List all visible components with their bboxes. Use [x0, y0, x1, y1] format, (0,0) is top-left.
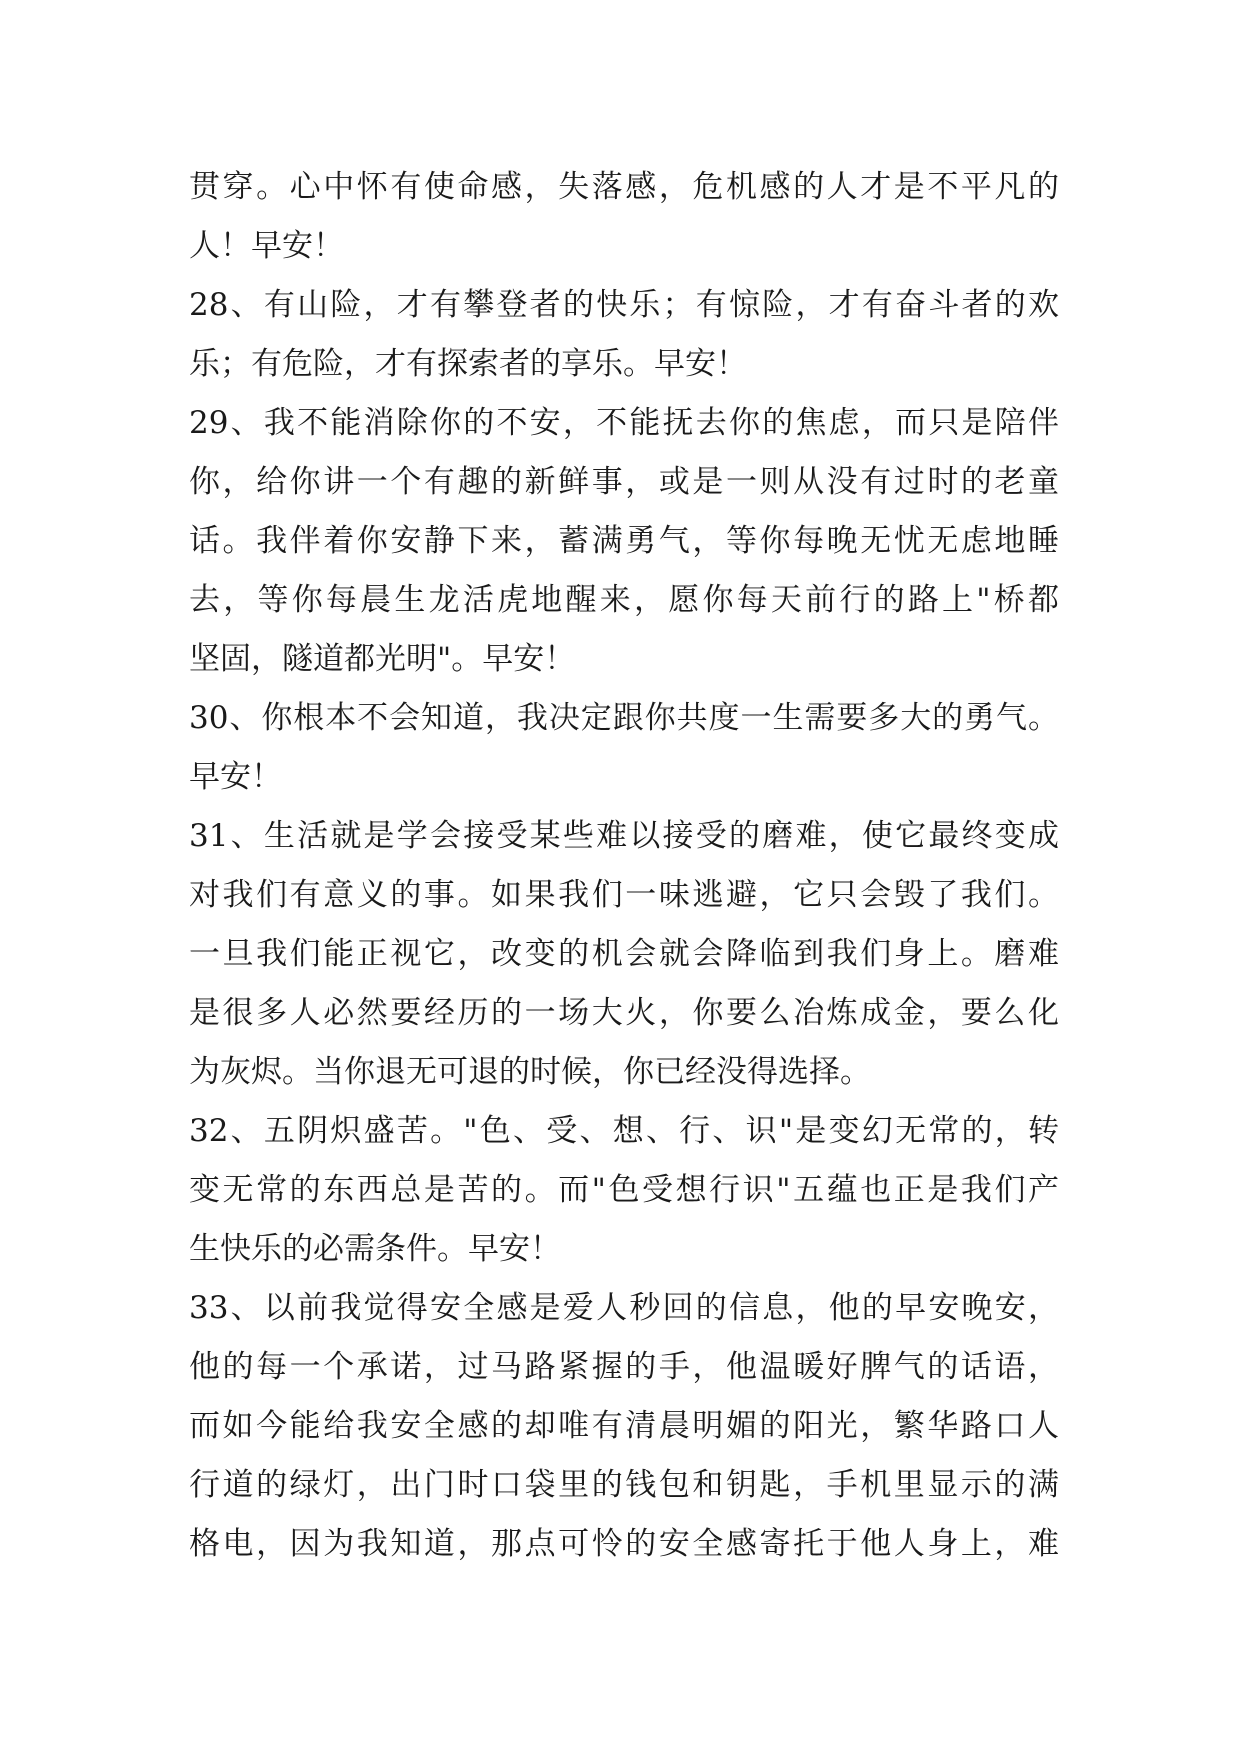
- paragraph: [189, 689, 1059, 807]
- text-line: 32、五阴炽盛苦。"色、受、想、行、识"是变幻无常的，转: [189, 1113, 1059, 1149]
- text-line: 你，给你讲一个有趣的新鲜事，或是一则从没有过时的老童: [189, 464, 1059, 500]
- text-line: 行道的绿灯，出门时口袋里的钱包和钥匙，手机里显示的满: [189, 1467, 1059, 1503]
- document-body: [189, 158, 1059, 1574]
- text-line: 早安！: [189, 759, 282, 795]
- text-line: 31、生活就是学会接受某些难以接受的磨难，使它最终变成: [189, 818, 1059, 854]
- text-line: 话。我伴着你安静下来，蓄满勇气，等你每晚无忧无虑地睡: [189, 523, 1059, 559]
- text-line: 他的每一个承诺，过马路紧握的手，他温暖好脾气的话语，: [189, 1349, 1059, 1385]
- text-line: 是很多人必然要经历的一场大火，你要么冶炼成金，要么化: [189, 995, 1059, 1031]
- text-line: 33、以前我觉得安全感是爱人秒回的信息，他的早安晚安，: [189, 1290, 1059, 1326]
- text-line: 人！早安！: [189, 228, 344, 264]
- paragraph: [189, 1279, 1059, 1574]
- text-line: 对我们有意义的事。如果我们一味逃避，它只会毁了我们。: [189, 877, 1059, 913]
- paragraph: [189, 158, 1059, 276]
- text-line: 去，等你每晨生龙活虎地醒来，愿你每天前行的路上"桥都: [189, 582, 1059, 618]
- text-line: 变无常的东西总是苦的。而"色受想行识"五蕴也正是我们产: [189, 1172, 1059, 1208]
- paragraph: [189, 276, 1059, 394]
- text-line: 贯穿。心中怀有使命感，失落感，危机感的人才是不平凡的: [189, 169, 1059, 205]
- paragraph: [189, 1102, 1059, 1279]
- text-line: 30、你根本不会知道，我决定跟你共度一生需要多大的勇气。: [189, 700, 1059, 736]
- text-line: 28、有山险，才有攀登者的快乐；有惊险，才有奋斗者的欢: [189, 287, 1059, 323]
- text-line: 而如今能给我安全感的却唯有清晨明媚的阳光，繁华路口人: [189, 1408, 1059, 1444]
- text-line: 乐；有危险，才有探索者的享乐。早安！: [189, 346, 747, 382]
- paragraph: [189, 807, 1059, 1102]
- text-line: 格电，因为我知道，那点可怜的安全感寄托于他人身上，难: [189, 1526, 1059, 1562]
- text-line: 一旦我们能正视它，改变的机会就会降临到我们身上。磨难: [189, 936, 1059, 972]
- text-line: 坚固，隧道都光明"。早安！: [189, 641, 576, 677]
- text-line: 生快乐的必需条件。早安！: [189, 1231, 561, 1267]
- text-line: 为灰烬。当你退无可退的时候，你已经没得选择。: [189, 1054, 871, 1090]
- paragraph: [189, 394, 1059, 689]
- text-line: 29、我不能消除你的不安，不能抚去你的焦虑，而只是陪伴: [189, 405, 1059, 441]
